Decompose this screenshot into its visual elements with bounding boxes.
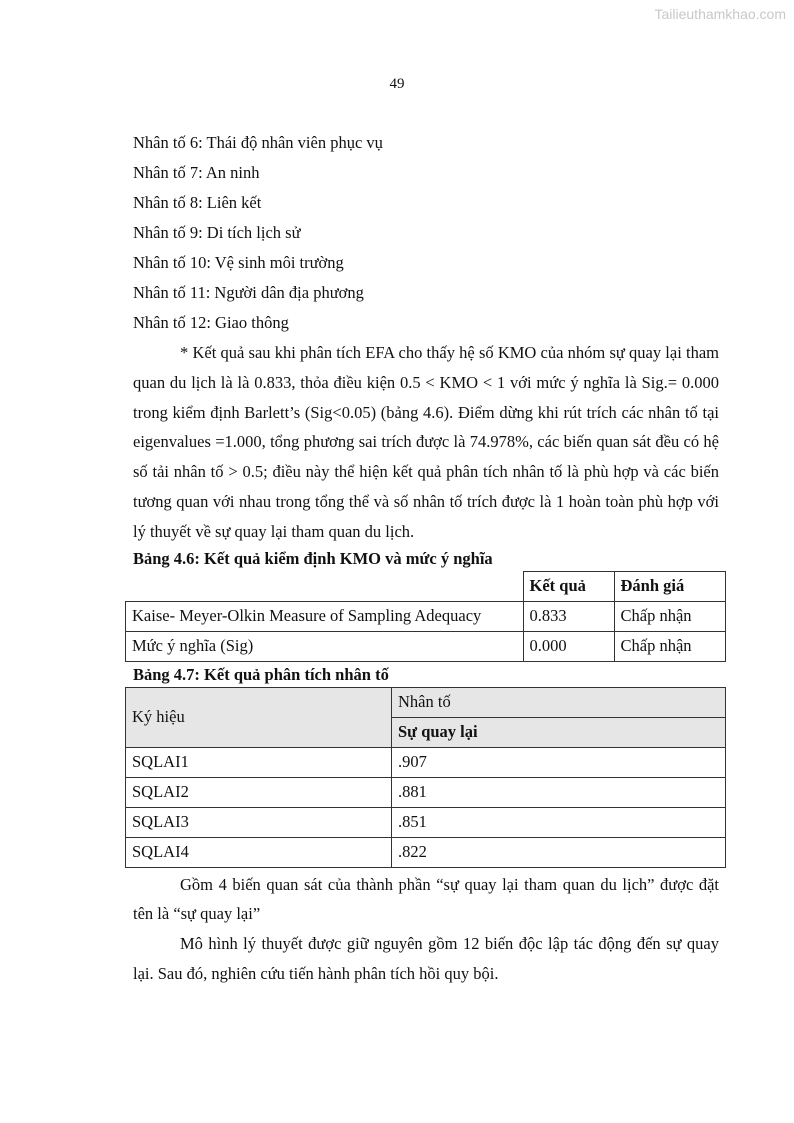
watermark: Tailieuthamkhao.com xyxy=(654,6,786,22)
table-cell: Kaise- Meyer-Olkin Measure of Sampling Adequacy xyxy=(126,601,524,631)
factor-item: Nhân tố 7: An ninh xyxy=(133,163,260,182)
table-row xyxy=(126,747,726,777)
table-row xyxy=(126,807,726,837)
table-cell: .851 xyxy=(392,807,726,837)
table-cell: 0.000 xyxy=(523,631,614,661)
efa-result-paragraph: * Kết quả sau khi phân tích EFA cho thấy hệ số KMO của nhóm sự quay lại tham quan du lịch là là 0.833, thỏa điều kiện 0.5 < KMO < 1 với mức ý nghĩa là Sig.= 0.000 trong kiểm định Barlett’s (Sig<0.05) (bảng 4.6). Điểm dừng khi rút trích các nhân tố tại eigenvalues =1.000, tổng phương sai trích được là 74.978%, các biến quan sát đều có hệ số tải nhân tố > 0.5; điều này thể hiện kết quả phân tích nhân tố là phù hợp và các biến tương quan với nhau trong tổng thể và số nhân tố trích được là 1 hoàn toàn phù hợp với lý thuyết về sự quay lại tham quan du lịch. xyxy=(133,343,719,541)
table-row xyxy=(126,777,726,807)
table-cell: SQLAI1 xyxy=(126,747,392,777)
table-cell: .907 xyxy=(392,747,726,777)
factor-item: Nhân tố 12: Giao thông xyxy=(133,313,289,332)
page-number: 49 xyxy=(389,76,405,92)
document-body xyxy=(133,128,719,989)
table-row xyxy=(126,631,726,661)
table-4-6-caption: Bảng 4.6: Kết quả kiểm định KMO và mức ý nghĩa xyxy=(133,548,493,568)
column-header-return: Sự quay lại xyxy=(392,717,726,747)
table-header-row xyxy=(126,571,726,601)
factor-item: Nhân tố 9: Di tích lịch sử xyxy=(133,223,301,242)
column-header-evaluation: Đánh giá xyxy=(614,571,726,601)
table-cell: Mức ý nghĩa (Sig) xyxy=(126,631,524,661)
factor-item: Nhân tố 11: Người dân địa phương xyxy=(133,283,364,302)
table-row xyxy=(126,601,726,631)
table-4-7-caption: Bảng 4.7: Kết quả phân tích nhân tố xyxy=(133,664,389,684)
naming-paragraph: Gồm 4 biến quan sát của thành phần “sự quay lại tham quan du lịch” được đặt tên là “sự quay lại” xyxy=(133,874,719,924)
table-cell: .881 xyxy=(392,777,726,807)
table-cell: Chấp nhận xyxy=(614,631,726,661)
factor-item: Nhân tố 8: Liên kết xyxy=(133,193,262,212)
column-header-symbol: Ký hiệu xyxy=(126,687,392,747)
factor-item: Nhân tố 6: Thái độ nhân viên phục vụ xyxy=(133,133,383,152)
table-cell-empty xyxy=(126,571,524,601)
table-cell: SQLAI4 xyxy=(126,837,392,867)
table-cell: Chấp nhận xyxy=(614,601,726,631)
kmo-table xyxy=(125,571,726,662)
table-cell: .822 xyxy=(392,837,726,867)
table-cell: SQLAI3 xyxy=(126,807,392,837)
factor-table xyxy=(125,687,726,868)
model-paragraph: Mô hình lý thuyết được giữ nguyên gồm 12 biến độc lập tác động đến sự quay lại. Sau đó, nghiên cứu tiến hành phân tích hồi quy bội. xyxy=(133,934,719,983)
table-row xyxy=(126,837,726,867)
factor-item: Nhân tố 10: Vệ sinh môi trường xyxy=(133,253,344,272)
table-cell: 0.833 xyxy=(523,601,614,631)
table-cell: SQLAI2 xyxy=(126,777,392,807)
column-header-result: Kết quả xyxy=(523,571,614,601)
table-header-row xyxy=(126,687,726,717)
column-header-factor: Nhân tố xyxy=(392,687,726,717)
